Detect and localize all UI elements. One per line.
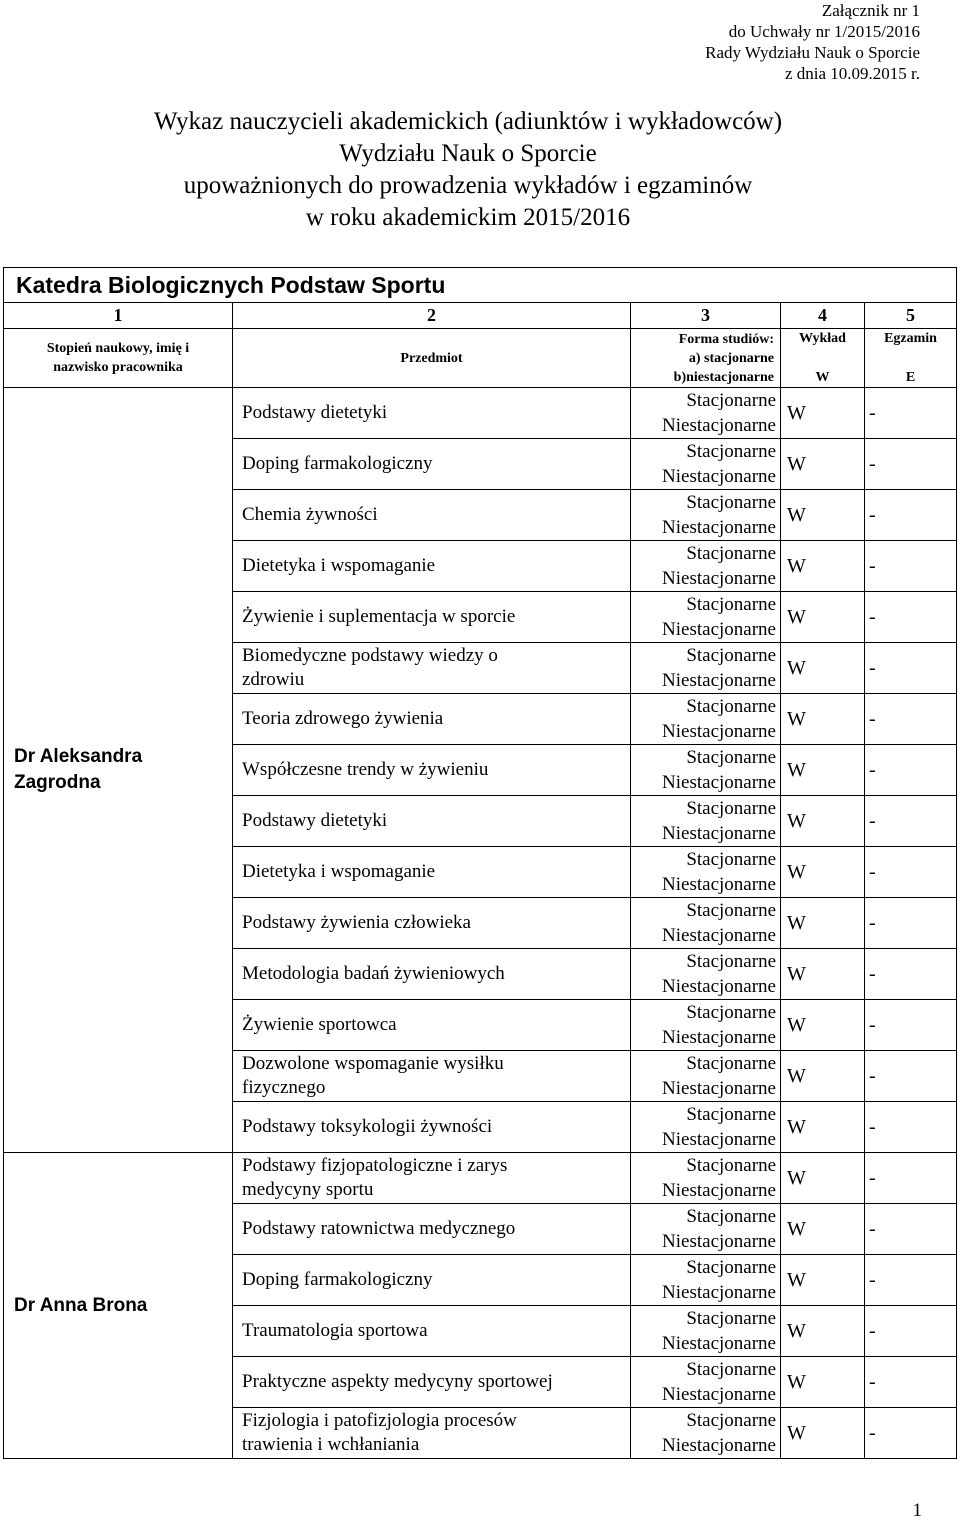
subject-cell	[233, 1204, 631, 1255]
attachment-line: Rady Wydziału Nauk o Sporcie	[705, 43, 920, 62]
study-form-cell	[631, 898, 781, 949]
subject-name: Doping farmakologiczny	[242, 1269, 433, 1290]
subject-cell	[233, 1255, 631, 1306]
subject-cell	[233, 1306, 631, 1357]
exam-cell: -	[865, 898, 957, 949]
subject-name: Teoria zdrowego żywienia	[242, 708, 444, 729]
exam-cell: -	[865, 1306, 957, 1357]
title-line: Wydziału Nauk o Sporcie	[339, 140, 597, 167]
study-form-cell	[631, 1000, 781, 1051]
exam-cell: -	[865, 745, 957, 796]
study-form-cell	[631, 847, 781, 898]
lecture-cell: W	[781, 592, 865, 643]
subject-cell	[233, 745, 631, 796]
study-form-part-time: Niestacjonarne	[662, 517, 776, 538]
lecture-cell: W	[781, 796, 865, 847]
employee-name: Zagrodna	[14, 772, 101, 793]
study-form-part-time: Niestacjonarne	[662, 1180, 776, 1201]
exam-cell: -	[865, 592, 957, 643]
study-form-part-time: Niestacjonarne	[662, 874, 776, 895]
lecture-cell: W	[781, 439, 865, 490]
study-form-full-time: Stacjonarne	[686, 594, 776, 615]
study-form-cell	[631, 1153, 781, 1204]
study-form-full-time: Stacjonarne	[686, 747, 776, 768]
study-form-cell	[631, 388, 781, 439]
study-form-full-time: Stacjonarne	[686, 492, 776, 513]
column-number: 5	[865, 303, 957, 329]
employee-name: Dr Aleksandra	[14, 746, 143, 767]
header-study-form	[631, 329, 781, 388]
study-form-part-time: Niestacjonarne	[662, 823, 776, 844]
subject-cell	[233, 541, 631, 592]
exam-cell: -	[865, 1408, 957, 1459]
lecture-cell: W	[781, 847, 865, 898]
study-form-full-time: Stacjonarne	[686, 900, 776, 921]
study-form-cell	[631, 490, 781, 541]
title-line: w roku akademickim 2015/2016	[305, 204, 631, 231]
lecture-cell: W	[781, 541, 865, 592]
study-form-cell	[631, 1408, 781, 1459]
attachment-note	[705, 0, 920, 84]
study-form-cell	[631, 643, 781, 694]
study-form-full-time: Stacjonarne	[686, 1359, 776, 1380]
study-form-full-time: Stacjonarne	[686, 951, 776, 972]
exam-cell: -	[865, 490, 957, 541]
header-study-form-line: Forma studiów:	[678, 331, 774, 347]
lecturers-table	[3, 267, 957, 1459]
subject-cell	[233, 490, 631, 541]
employee-cell	[4, 1153, 233, 1459]
study-form-full-time: Stacjonarne	[686, 696, 776, 717]
study-form-cell	[631, 592, 781, 643]
exam-cell: -	[865, 1255, 957, 1306]
exam-cell: -	[865, 694, 957, 745]
exam-cell: -	[865, 643, 957, 694]
header-exam	[865, 329, 957, 388]
lecture-cell: W	[781, 949, 865, 1000]
study-form-part-time: Niestacjonarne	[662, 1129, 776, 1150]
subject-name: Doping farmakologiczny	[242, 453, 433, 474]
subject-name: Traumatologia sportowa	[242, 1320, 428, 1341]
study-form-cell	[631, 1204, 781, 1255]
page-number: 1	[912, 1500, 922, 1521]
subject-name: Podstawy dietetyki	[242, 810, 388, 831]
study-form-part-time: Niestacjonarne	[662, 619, 776, 640]
attachment-line: do Uchwały nr 1/2015/2016	[728, 22, 920, 41]
exam-cell: -	[865, 847, 957, 898]
lecture-cell: W	[781, 745, 865, 796]
study-form-full-time: Stacjonarne	[686, 543, 776, 564]
lecture-cell: W	[781, 898, 865, 949]
header-employee-line: Stopień naukowy, imię i	[46, 341, 190, 356]
lecture-cell: W	[781, 1153, 865, 1204]
employee-name: Dr Anna Brona	[14, 1294, 148, 1316]
study-form-part-time: Niestacjonarne	[662, 925, 776, 946]
study-form-part-time: Niestacjonarne	[662, 772, 776, 793]
employee-cell	[4, 388, 233, 1153]
subject-cell	[233, 1153, 631, 1204]
exam-cell: -	[865, 796, 957, 847]
study-form-cell	[631, 796, 781, 847]
study-form-part-time: Niestacjonarne	[662, 1027, 776, 1048]
subject-name: medycyny sportu	[242, 1179, 374, 1200]
table-row	[4, 388, 957, 439]
study-form-full-time: Stacjonarne	[686, 1308, 776, 1329]
header-lecture-line: Wykład	[799, 331, 846, 346]
study-form-part-time: Niestacjonarne	[662, 670, 776, 691]
lecture-cell: W	[781, 694, 865, 745]
lecture-cell: W	[781, 643, 865, 694]
column-number: 2	[233, 303, 631, 329]
subject-name: Dietetyka i wspomaganie	[242, 861, 436, 882]
study-form-full-time: Stacjonarne	[686, 1257, 776, 1278]
study-form-part-time: Niestacjonarne	[662, 1231, 776, 1252]
study-form-full-time: Stacjonarne	[686, 849, 776, 870]
study-form-full-time: Stacjonarne	[686, 1410, 776, 1431]
study-form-cell	[631, 1255, 781, 1306]
subject-name: Współczesne trendy w żywieniu	[242, 759, 489, 780]
table-row	[4, 1153, 957, 1204]
study-form-full-time: Stacjonarne	[686, 1206, 776, 1227]
attachment-line: z dnia 10.09.2015 r.	[784, 64, 920, 83]
subject-name: Podstawy fizjopatologiczne i zarys	[242, 1155, 508, 1176]
study-form-part-time: Niestacjonarne	[662, 1282, 776, 1303]
lecture-cell: W	[781, 388, 865, 439]
exam-cell: -	[865, 388, 957, 439]
document-title	[0, 106, 936, 234]
study-form-cell	[631, 694, 781, 745]
study-form-cell	[631, 439, 781, 490]
study-form-full-time: Stacjonarne	[686, 1002, 776, 1023]
subject-name: Fizjologia i patofizjologia procesów	[242, 1410, 517, 1431]
study-form-full-time: Stacjonarne	[686, 441, 776, 462]
study-form-full-time: Stacjonarne	[686, 1053, 776, 1074]
attachment-line: Załącznik nr 1	[821, 1, 920, 20]
subject-cell	[233, 592, 631, 643]
subject-cell	[233, 796, 631, 847]
subject-name: Podstawy ratownictwa medycznego	[242, 1218, 516, 1239]
header-study-form-line: a) stacjonarne	[688, 350, 774, 366]
lecture-cell: W	[781, 1000, 865, 1051]
subject-name: Podstawy żywienia człowieka	[242, 912, 471, 933]
study-form-part-time: Niestacjonarne	[662, 976, 776, 997]
study-form-part-time: Niestacjonarne	[662, 721, 776, 742]
subject-name: Podstawy dietetyki	[242, 402, 388, 423]
subject-cell	[233, 1408, 631, 1459]
title-line: upoważnionych do prowadzenia wykładów i egzaminów	[183, 172, 753, 199]
subject-name: Praktyczne aspekty medycyny sportowej	[242, 1371, 553, 1392]
study-form-cell	[631, 745, 781, 796]
lecture-cell: W	[781, 1102, 865, 1153]
study-form-part-time: Niestacjonarne	[662, 415, 776, 436]
exam-cell: -	[865, 949, 957, 1000]
study-form-cell	[631, 1306, 781, 1357]
subject-cell	[233, 949, 631, 1000]
exam-cell: -	[865, 1051, 957, 1102]
lecture-cell: W	[781, 1306, 865, 1357]
lecture-cell: W	[781, 1051, 865, 1102]
column-number: 1	[4, 303, 233, 329]
subject-name: Żywienie sportowca	[242, 1014, 397, 1035]
exam-cell: -	[865, 1357, 957, 1408]
study-form-full-time: Stacjonarne	[686, 645, 776, 666]
study-form-part-time: Niestacjonarne	[662, 1333, 776, 1354]
header-exam-line: E	[905, 370, 916, 385]
subject-cell	[233, 1357, 631, 1408]
subject-name: fizycznego	[242, 1077, 326, 1098]
header-employee-line: nazwisko pracownika	[53, 360, 183, 375]
study-form-part-time: Niestacjonarne	[662, 568, 776, 589]
study-form-full-time: Stacjonarne	[686, 798, 776, 819]
subject-cell	[233, 1102, 631, 1153]
study-form-cell	[631, 949, 781, 1000]
header-subject: Przedmiot	[233, 329, 631, 388]
study-form-full-time: Stacjonarne	[686, 390, 776, 411]
subject-name: zdrowiu	[242, 669, 305, 690]
subject-cell	[233, 643, 631, 694]
subject-cell	[233, 898, 631, 949]
exam-cell: -	[865, 1000, 957, 1051]
header-exam-line: Egzamin	[884, 331, 937, 346]
exam-cell: -	[865, 1153, 957, 1204]
subject-name: Żywienie i suplementacja w sporcie	[242, 606, 516, 627]
subject-name: Metodologia badań żywieniowych	[242, 963, 505, 984]
exam-cell: -	[865, 439, 957, 490]
lecture-cell: W	[781, 1255, 865, 1306]
subject-name: Chemia żywności	[242, 504, 378, 525]
study-form-cell	[631, 1357, 781, 1408]
study-form-full-time: Stacjonarne	[686, 1155, 776, 1176]
exam-cell: -	[865, 541, 957, 592]
study-form-cell	[631, 1102, 781, 1153]
study-form-part-time: Niestacjonarne	[662, 466, 776, 487]
header-lecture	[781, 329, 865, 388]
study-form-cell	[631, 1051, 781, 1102]
lecture-cell: W	[781, 1408, 865, 1459]
study-form-full-time: Stacjonarne	[686, 1104, 776, 1125]
column-number: 4	[781, 303, 865, 329]
subject-cell	[233, 388, 631, 439]
study-form-cell	[631, 541, 781, 592]
lecture-cell: W	[781, 1357, 865, 1408]
header-lecture-line: W	[815, 370, 830, 385]
lecture-cell: W	[781, 490, 865, 541]
subject-cell	[233, 1051, 631, 1102]
subject-cell	[233, 847, 631, 898]
column-number: 3	[631, 303, 781, 329]
study-form-part-time: Niestacjonarne	[662, 1435, 776, 1456]
title-line: Wykaz nauczycieli akademickich (adiunktów i wykładowców)	[153, 108, 783, 135]
lecture-cell: W	[781, 1204, 865, 1255]
exam-cell: -	[865, 1204, 957, 1255]
subject-name: trawienia i wchłaniania	[242, 1434, 420, 1455]
study-form-part-time: Niestacjonarne	[662, 1078, 776, 1099]
subject-name: Podstawy toksykologii żywności	[242, 1116, 493, 1137]
subject-name: Dozwolone wspomaganie wysiłku	[242, 1053, 504, 1074]
subject-name: Dietetyka i wspomaganie	[242, 555, 436, 576]
subject-cell	[233, 439, 631, 490]
department-heading: Katedra Biologicznych Podstaw Sportu	[4, 268, 957, 303]
subject-cell	[233, 1000, 631, 1051]
header-employee	[4, 329, 233, 388]
subject-name: Biomedyczne podstawy wiedzy o	[242, 645, 498, 666]
study-form-part-time: Niestacjonarne	[662, 1384, 776, 1405]
exam-cell: -	[865, 1102, 957, 1153]
header-study-form-line: b)niestacjonarne	[673, 369, 774, 385]
subject-cell	[233, 694, 631, 745]
